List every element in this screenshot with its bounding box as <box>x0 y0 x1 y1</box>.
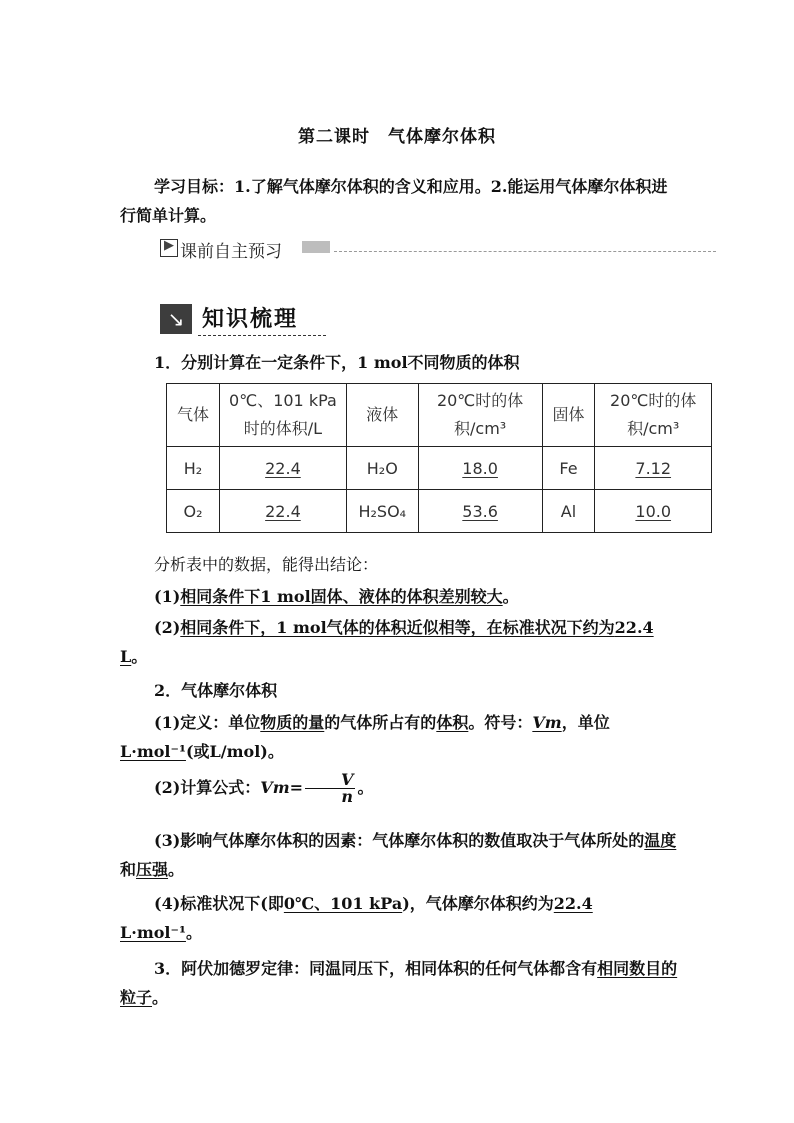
def-text: 的气体所占有的 <box>324 713 437 732</box>
factors <box>120 826 680 884</box>
learning-objectives <box>120 172 680 230</box>
analysis-text: 分析表中的数据，能得出结论： <box>154 555 379 574</box>
formula-fraction <box>305 772 355 805</box>
volume-table <box>166 383 712 533</box>
arrow-icon: ▶ <box>160 239 178 257</box>
factors-answer: 温度 <box>644 831 677 850</box>
table-cell <box>418 490 542 533</box>
table-value: 10.0 <box>635 501 672 521</box>
avogadro-text: 。 <box>152 988 169 1007</box>
table-cell <box>418 447 542 490</box>
conclusion-suffix: 。 <box>502 587 519 606</box>
std-answer: 0℃、101 kPa <box>283 894 403 913</box>
divider <box>334 251 716 252</box>
standard-conditions <box>120 889 680 947</box>
conclusion-answer: 相同条件下1 mol固体、液体的体积差别较大 <box>180 587 503 606</box>
table-cell <box>219 447 346 490</box>
conclusion-2 <box>120 613 680 671</box>
table-value: 22.4 <box>265 501 301 521</box>
avogadro-answer: 相同数目的粒子 <box>120 959 678 1007</box>
factors-text: 和 <box>120 860 137 879</box>
objectives-label: 学习目标 <box>154 177 219 196</box>
formula-numerator: V <box>305 772 355 789</box>
table-row <box>167 490 712 533</box>
table-cell <box>219 490 346 533</box>
table-value: 18.0 <box>462 458 498 478</box>
item1-heading: 1．分别计算在一定条件下，1 mol不同物质的体积 <box>154 353 520 372</box>
table-cell: H₂O <box>346 447 418 490</box>
formula-end: 。 <box>357 778 374 797</box>
factors-text: (3)影响气体摩尔体积的因素：气体摩尔体积的数值取决于气体所处的 <box>154 831 645 850</box>
def-answer: 体积 <box>436 713 469 732</box>
table-header: 0℃、101 kPa时的体积/L <box>219 384 346 447</box>
table-cell: O₂ <box>167 490 220 533</box>
def-answer: 物质的量 <box>260 713 325 732</box>
def-text: (或L/mol)。 <box>185 742 284 761</box>
table-cell: Al <box>542 490 595 533</box>
divider <box>198 335 326 336</box>
formula-denominator: n <box>341 787 354 806</box>
conclusion-suffix: 。 <box>131 647 148 666</box>
preview-section-header <box>160 237 716 262</box>
avogadro-text: 3．阿伏加德罗定律：同温同压下，相同体积的任何气体都含有 <box>154 959 598 978</box>
table-cell: Fe <box>542 447 595 490</box>
factors-answer: 压强 <box>136 860 169 879</box>
table-header: 液体 <box>346 384 418 447</box>
table-header: 固体 <box>542 384 595 447</box>
item2-heading: 2．气体摩尔体积 <box>154 681 278 700</box>
factors-text: 。 <box>168 860 185 879</box>
formula-prefix: (2)计算公式： <box>154 778 261 797</box>
table-cell: H₂SO₄ <box>346 490 418 533</box>
table-cell <box>595 490 712 533</box>
objectives-text: ：1.了解气体摩尔体积的含义和应用。2.能运用气体摩尔体积进行简单计算。 <box>120 177 668 225</box>
knowledge-section-label: 知识梳理 <box>202 307 299 332</box>
def-answer: L·mol⁻¹ <box>120 742 186 761</box>
def-text: 。符号： <box>468 713 533 732</box>
table-value: 7.12 <box>635 458 672 478</box>
conclusion-prefix: (1) <box>154 587 181 606</box>
decorative-bar <box>302 241 330 253</box>
conclusion-answer: 22.4 L <box>120 618 654 666</box>
avogadro-law <box>120 954 680 1012</box>
conclusion-answer: 相同条件下，1 mol气体的体积近似相等，在标准状况下约为 <box>180 618 615 637</box>
std-answer: 22.4 L·mol⁻¹ <box>120 894 593 942</box>
table-row <box>167 447 712 490</box>
preview-section-label: 课前自主预习 <box>180 242 282 262</box>
page-title: 第二课时 气体摩尔体积 <box>298 127 496 147</box>
table-cell <box>595 447 712 490</box>
std-text: (4)标准状况下(即 <box>154 894 284 913</box>
conclusion-prefix: (2) <box>154 618 181 637</box>
def-text: (1)定义：单位 <box>154 713 261 732</box>
table-value: 22.4 <box>265 458 301 478</box>
definition <box>120 708 680 766</box>
knowledge-section-header <box>160 302 330 338</box>
std-text: 。 <box>185 923 202 942</box>
std-text: )，气体摩尔体积约为 <box>402 894 554 913</box>
def-text: ，单位 <box>561 713 610 732</box>
formula-lhs: Vm= <box>260 778 304 797</box>
formula <box>120 772 680 805</box>
arrow-down-right-icon: ↘ <box>160 304 192 334</box>
table-value: 53.6 <box>462 501 498 521</box>
conclusion-1 <box>120 582 680 611</box>
table-cell: H₂ <box>167 447 220 490</box>
table-header: 20℃时的体积/cm³ <box>418 384 542 447</box>
table-header: 20℃时的体积/cm³ <box>595 384 712 447</box>
table-header: 气体 <box>167 384 220 447</box>
def-answer: Vm <box>532 713 562 732</box>
